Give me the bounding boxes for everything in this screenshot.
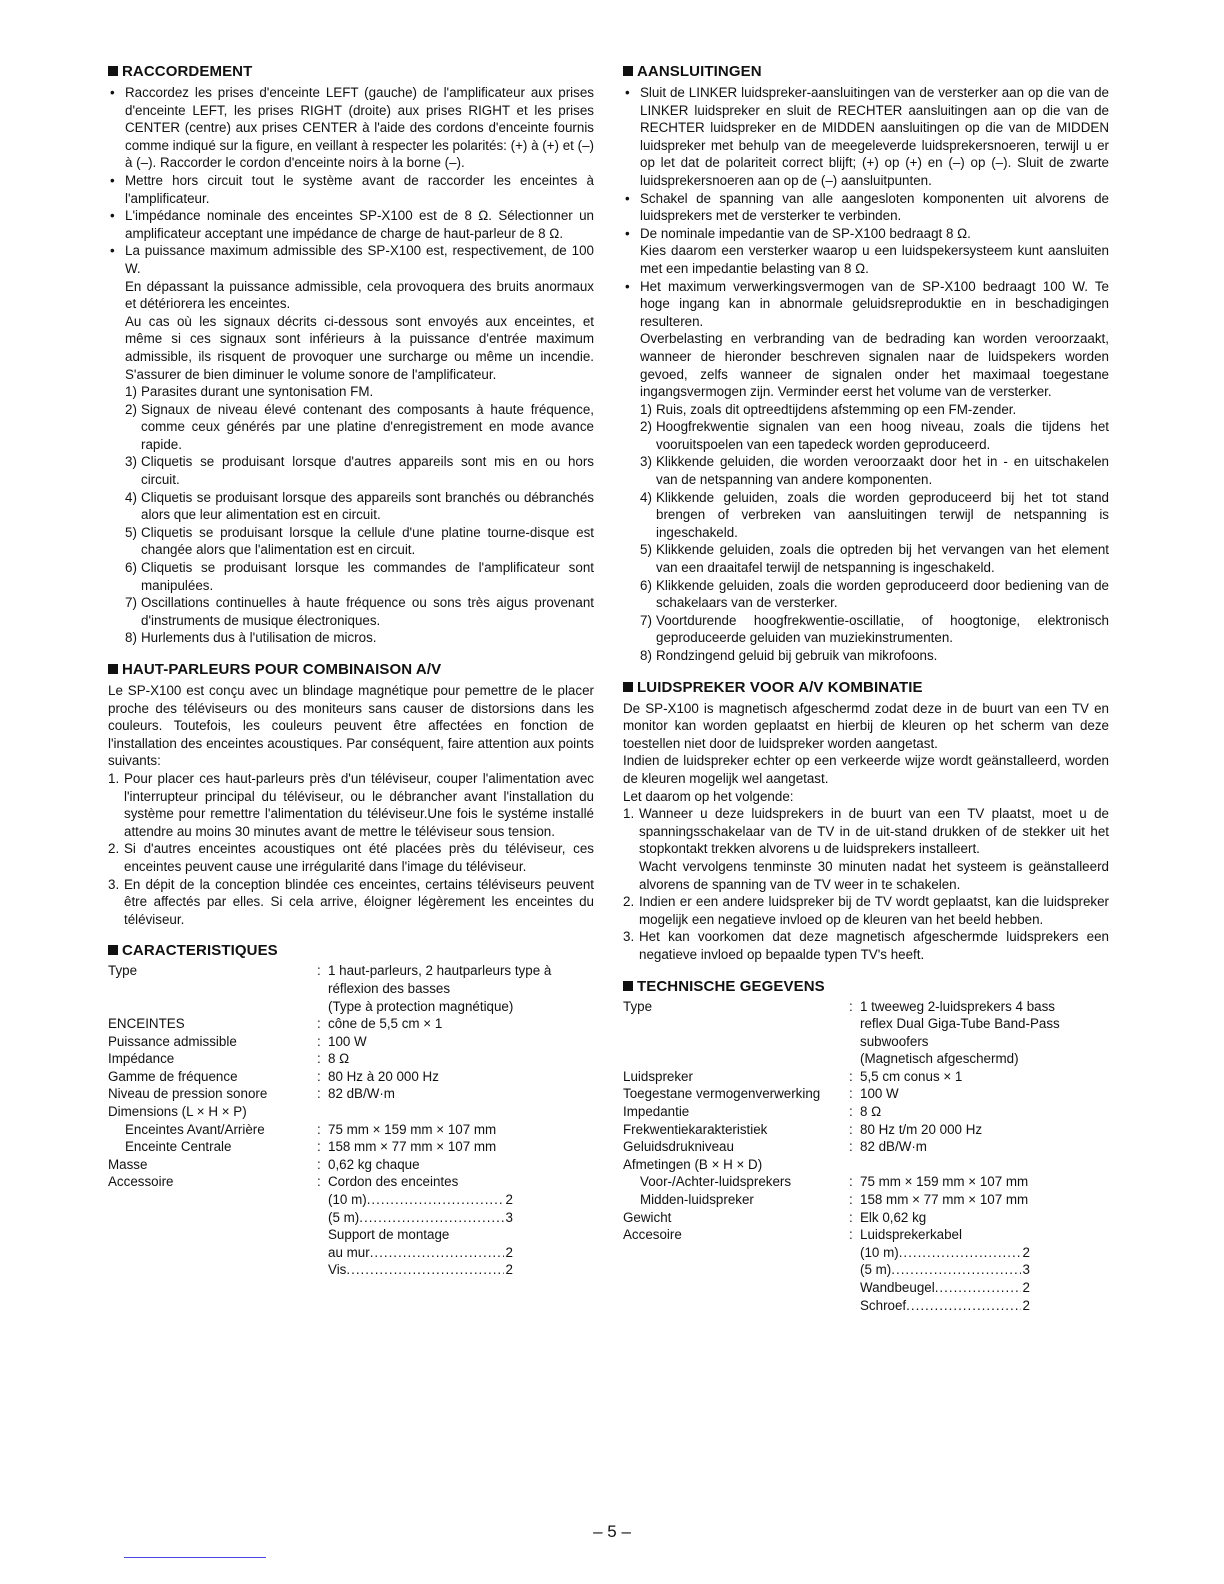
list-item: 4) Klikkende geluiden, zoals die worden geproduceerd bij het tot stand brengen of verbreken van aansluitingen terwijl de netspanning is ingeschakeld. [640,489,1109,540]
list-item: • Schakel de spanning van alle aangesloten komponenten uit alvorens de luidsprekers met de versterker te verbinden. [623,190,1109,225]
spec-row: Type : 1 tweeweg 2-luidsprekers 4 bass reflex Dual Giga-Tube Band-Pass subwoofers (Magnetisch afgeschermd) [623,998,1060,1067]
spec-row: Accesoire : Luidsprekerkabel (10 m) ..... 2 (5 m) ..... 3 Wandbeugel ..... 2 Schroef ..... 2 [623,1226,1109,1314]
list-item: • Sluit de LINKER luidspreker-aansluitingen van de versterker aan op die van de LINKER luidspreker en sluit de RECHTER aansluitingen aan op die van de RECHTER luidspreker en de MIDDEN aansluitingen op die van de MIDDEN luidspreker met behulp van de meegeleverde luidsprekersnoeren, terwijl u er op let dat de polariteit correct blijft; (+) op (+) en (–) op (–). Sluit de zwarte luidsprekersnoeren aan op de (–) aansluitpunten. [623,84,1109,190]
footnote-rule [124,1557,266,1558]
spec-row: Toegestane vermogenverwerking : 100 W [623,1086,899,1102]
spec-row: Gewicht : Elk 0,62 kg [623,1209,927,1225]
spec-row: Luidspreker : 5,5 cm conus × 1 [623,1068,963,1084]
av-heading: HAUT-PARLEURS POUR COMBINAISON A/V [108,661,594,679]
spec-row: Midden-luidspreker : 158 mm × 77 mm × 107 mm [640,1192,1029,1208]
list-item: 7) Oscillations continuelles à haute fréquence ou sons très aigus provenant d'instruments de musique électroniques. [125,595,594,628]
french-column [108,63,594,1293]
list-item: • Raccordez les prises d'enceinte LEFT (gauche) de l'amplificateur aux prises d'enceinte LEFT, les prises RIGHT (droite) aux prises RIGHT et les prises CENTER (centre) aux prises CENTER à l'aide des cordons d'enceinte fournis comme indiqué sur la figure, en veillant à respecter les polarités: (+) à (+) et (–) à (–). Raccorder le cordon d'enceinte noirs à la borne (–). [108,84,594,172]
spec-row: Impédance : 8 Ω [108,1051,350,1067]
list-item: 2. Si d'autres enceintes acoustiques ont été placées près du téléviseur, ces enceintes peuvent cause une irrégularité dans l'image du téléviseur. [108,841,594,874]
page-number: – 5 – [593,1522,631,1541]
square-bullet-icon [623,66,633,76]
list-item: 5) Klikkende geluiden, zoals die optreden bij het vervangen van het element van een draaitafel terwijl de netspanning is ingeschakeld. [640,542,1109,576]
list-item: • L'impédance nominale des enceintes SP-X100 est de 8 Ω. Sélectionner un amplificateur acceptant une impédance de charge de haut-parleur de 8 Ω. [108,207,594,242]
signal-list [108,383,594,647]
spec-row: Geluidsdrukniveau : 82 dB/W·m [623,1139,927,1155]
spec-row: Gamme de fréquence : 80 Hz à 20 000 Hz [108,1068,439,1084]
square-bullet-icon [623,981,633,991]
list-item: 7) Voortdurende hoogfrekwentie-oscillatie, of hoogtonige, elektronisch geproduceerde geluiden van muziekinstrumenten. [640,612,1109,646]
av-intro-3: Let daarom op het volgende: [623,788,794,804]
av-section [108,661,594,928]
list-item: 3) Klikkende geluiden, die worden veroorzaakt door het in - en uitschakelen van de netspanning van andere komponenten. [640,454,1109,488]
list-item: 1. Wanneer u deze luidsprekers in de buurt van een TV plaatst, moet u de spanningsschakelaar van de TV in de uit-stand drukken of de stekker uit het stopkontakt trekken alvorens u de luidsprekers installeert. Wacht vervolgens tenminste 30 minuten nadat het systeem is geänstalleerd alvorens de spanning van de TV weer in te schakelen. [623,806,1109,892]
list-item: 4) Cliquetis se produisant lorsque des appareils sont branchés ou débranchés alors que leur alimentation est en circuit. [125,489,594,523]
spec-row: Voor-/Achter-luidsprekers : 75 mm × 159 mm × 107 mm [640,1174,1029,1190]
luidspreker-av-section [623,679,1109,964]
list-item: 3. En dépit de la conception blindée ces enceintes, certains téléviseurs peuvent être affectés par elles. Si cela arrive, éloigner légèrement les enceintes du téléviseur. [108,876,594,927]
list-item: 5) Cliquetis se produisant lorsque la cellule d'une platine tourne-disque est changée alors que l'alimentation est en circuit. [125,524,594,558]
spec-row: Puissance admissible : 100 W [108,1033,367,1049]
list-item: 6) Klikkende geluiden, zoals die worden geproduceerd door bediening van de schakelaars van de versterker. [640,577,1109,611]
luidspreker-av-heading: LUIDSPREKER VOOR A/V KOMBINATIE [623,679,1109,697]
spec-row: Dimensions (L × H × P) [108,1104,247,1120]
square-bullet-icon [623,682,633,692]
list-item: • Mettre hors circuit tout le système avant de raccorder les enceintes à l'amplificateur. [108,172,594,207]
spec-row: Impedantie : 8 Ω [623,1104,882,1120]
list-item: 2) Hoogfrekwentie signalen van een hoog niveau, zoals die tijdens het vooruitspoelen van een tapedeck worden geproduceerd. [640,419,1109,452]
list-item: 1) Ruis, zoals dit optreedtijdens afstemming op een FM-zender. [640,401,1017,417]
av-intro-2: Indien de luidspreker echter op een verkeerde wijze wordt geänstalleerd, worden de kleuren mogelijk wel aangetast. [623,753,1109,786]
spec-row: Enceintes Avant/Arrière : 75 mm × 159 mm × 107 mm [125,1121,497,1137]
spec-row: Niveau de pression sonore : 82 dB/W·m [108,1086,395,1102]
technische-gegevens-section [623,978,1109,1315]
list-item: 2) Signaux de niveau élevé contenant des composants à haute fréquence, comme ceux générés par une platine d'enregistrement en mode avance rapide. [125,401,594,452]
spec-row: Enceinte Centrale : 158 mm × 77 mm × 107 mm [125,1139,497,1155]
aansluitingen-section [623,63,1109,665]
raccordement-heading: RACCORDEMENT [108,63,594,81]
signal-list [623,401,1109,665]
list-item: 1) Parasites durant une syntonisation FM. [125,384,374,400]
technische-gegevens-heading: TECHNISCHE GEGEVENS [623,978,1109,996]
list-item: 2. Indien er een andere luidspreker bij de TV wordt geplaatst, kan die luidspreker mogelijk een negatieve invloed op de kleuren van het beeld hebben. [623,894,1109,927]
list-item: 8) Hurlements dus à l'utilisation de micros. [125,630,377,646]
specs-heading: CARACTERISTIQUES [108,942,594,960]
spec-row: Afmetingen (B × H × D) [623,1156,763,1172]
square-bullet-icon [108,664,118,674]
list-item: 8) Rondzingend geluid bij gebruik van mikrofoons. [640,648,938,663]
square-bullet-icon [108,66,118,76]
list-item: 1. Pour placer ces haut-parleurs près d'un téléviseur, couper l'alimentation avec l'interrupteur principal du téléviseur, ou le débrancher avant l'installation du système pour remettre l'alimentation du téléviseur.Une fois le systéme installé attendre au moins 30 minutes avant de mettre le téléviseur sous tension. [108,770,594,839]
spec-row: Accessoire : Cordon des enceintes (10 m) ..... 2 (5 m) ..... 3 Support de montage au mur ..... 2 Vis ..... 2 [108,1173,594,1279]
specs-section [108,942,594,1279]
list-item: • De nominale impedantie van de SP-X100 bedraagt 8 Ω. Kies daarom een versterker waarop u een luidspekersysteem kunt aansluiten met een impedantie belasting van 8 Ω. [623,225,1109,278]
square-bullet-icon [108,945,118,955]
list-item: 3) Cliquetis se produisant lorsque d'autres appareils sont mis en ou hors circuit. [125,454,594,488]
list-item: • Het maximum verwerkingsvermogen van de SP-X100 bedraagt 100 W. Te hoge ingang kan in abnormale geluidsreproduktie en in beschadigingen resulteren. Overbelasting en verbranding van de bedrading kan worden veroorzaakt, wanneer de hieronder beschreven signalen naar de luidspekers worden gevoed, zelfs wanneer de signalen onder het maximaal toegestane ingangsvermogen zijn. Verminder eerst het volume van de versterker. 1) Ruis, zoals dit optreedtijdens afstemming op een FM-zender. 2) Hoogfrekwentie signalen van een hoog niveau, zoals die tijdens het vooruitspoelen van een tapedeck worden geproduceerd. 3) Klikkende geluiden, die worden veroorzaakt door het in - en uitschakelen van de netspanning van andere komponenten. 4) Klikkende geluiden, zoals die worden geproduceerd bij het tot stand brengen of verbreken van aansluitingen terwijl de netspanning is ingeschakeld. 5) Klikkende geluiden, zoals die optreden bij het vervangen van het element van een draaitafel terwijl de netspanning is ingeschakeld. 6) Klikkende geluiden, zoals die worden geproduceerd door bediening van de schakelaars van de versterker. 7) Voortdurende hoogfrekwentie-oscillatie, of hoogtonige, elektronisch geproduceerde geluiden van muziekinstrumenten. 8) Rondzingend geluid bij gebruik van mikrofoons. [623,278,1109,665]
raccordement-section [108,63,594,647]
spec-row: Frekwentiekarakteristiek : 80 Hz t/m 20 000 Hz [623,1121,983,1137]
dutch-column [623,63,1109,1328]
spec-row: ENCEINTES : cône de 5,5 cm × 1 [108,1016,443,1032]
list-item: 3. Het kan voorkomen dat deze magnetisch afgeschermde luidsprekers een negatieve invloed op bepaalde typen TV's heeft. [623,929,1109,962]
av-intro: De SP-X100 is magnetisch afgeschermd zodat deze in de buurt van een TV en monitor kan worden geplaatst en hierbij de kleuren op het scherm van deze toestellen niet door de luidspreker worden aangetast. [623,700,1109,751]
av-intro: Le SP-X100 est conçu avec un blindage magnétique pour pemettre de le placer proche des téléviseurs ou des moniteurs sans causer de distorsions dans les couleurs. Toutefois, les couleurs peuvent être affectées en fonction de l'installation des enceintes acoustiques. Par conséquent, faire attention aux points suivants: [108,683,594,769]
list-item: 6) Cliquetis se produisant lorsque les commandes de l'amplificateur sont manipulées. [125,560,594,593]
spec-row: Masse : 0,62 kg chaque [108,1156,420,1172]
aansluitingen-heading: AANSLUITINGEN [623,63,1109,81]
spec-row: Type : 1 haut-parleurs, 2 hautparleurs type à réflexion des basses (Type à protection magnétique) [108,963,552,1014]
list-item: • La puissance maximum admissible des SP-X100 est, respectivement, de 100 W. En dépassant la puissance admissible, cela provoquera des bruits anormaux et détériorera les enceintes. Au cas où les signaux décrits ci-dessous sont envoyés aux enceintes, et même si ces signaux sont inférieurs à la puissance d'entrée maximum admissible, ils risquent de provoquer une surcharge ou même un incendie. S'assurer de bien diminuer le volume sonore de l'amplificateur. 1) Parasites durant une syntonisation FM. 2) Signaux de niveau élevé contenant des composants à haute fréquence, comme ceux générés par une platine d'enregistrement en mode avance rapide. 3) Cliquetis se produisant lorsque d'autres appareils sont mis en ou hors circuit. 4) Cliquetis se produisant lorsque des appareils sont branchés ou débranchés alors que leur alimentation est en circuit. 5) Cliquetis se produisant lorsque la cellule d'une platine tourne-disque est changée alors que l'alimentation est en circuit. 6) Cliquetis se produisant lorsque les commandes de l'amplificateur sont manipulées. 7) Oscillations continuelles à haute fréquence ou sons très aigus provenant d'instruments de musique électroniques. 8) Hurlements dus à l'utilisation de micros. [108,242,594,647]
